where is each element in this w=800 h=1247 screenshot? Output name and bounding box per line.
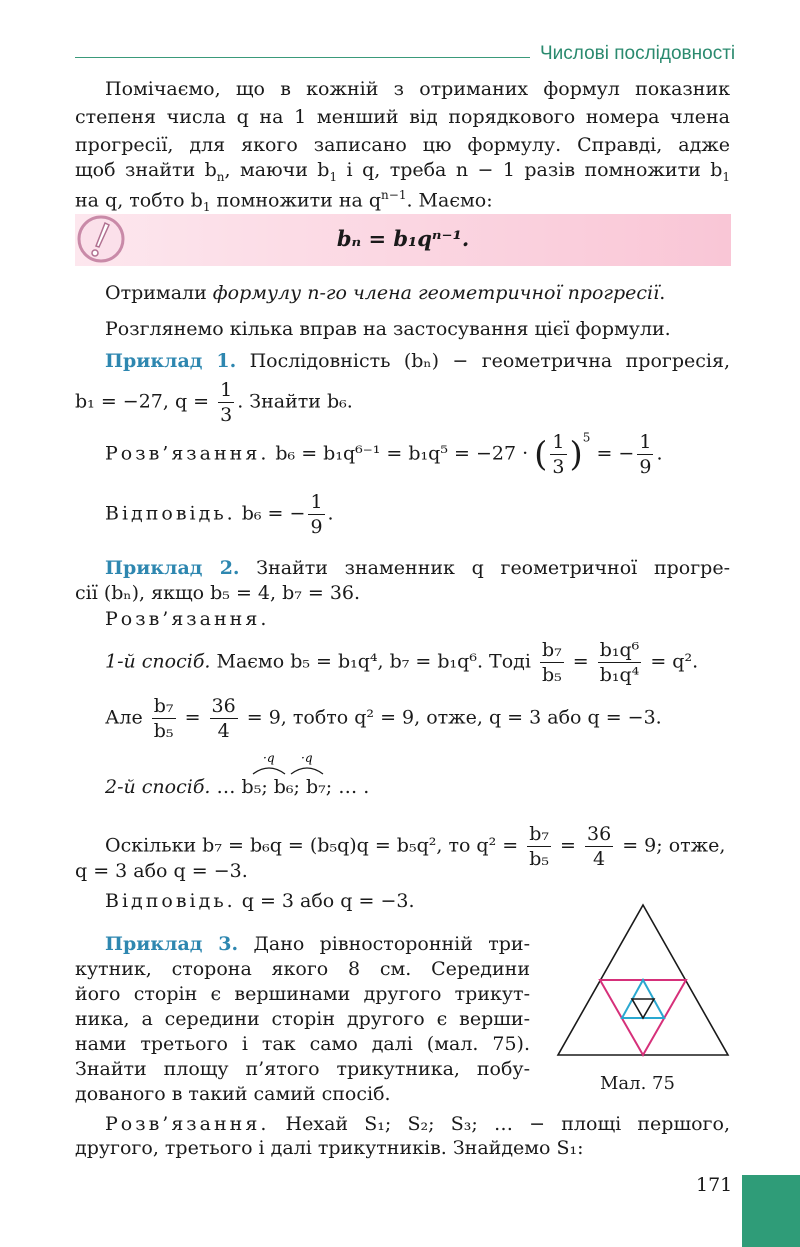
ex3-line2: кутник, сторона якого 8 см. Середини (75, 958, 530, 980)
nth-term-formula: bₙ = b₁qⁿ⁻¹. (336, 226, 470, 251)
ex2-given: сії (bₙ), якщо b₅ = 4, b₇ = 36. (75, 582, 361, 604)
ex3-line6: Знайти площу п’ятого трикутника, побу- (75, 1058, 530, 1080)
ex2-since-line2: q = 3 або q = −3. (75, 860, 248, 882)
arc-label-1: ·q (263, 752, 275, 765)
ex2-since: Оскільки b₇ = b₆q = (b₅q)q = b₅q², то q² = $\frac{\text{b₇}}{\text{b₅}}$ = $\frac{36}{4}$ = 9; отже, (105, 823, 726, 870)
ex2-solution-label: Розв’язання. (105, 608, 270, 630)
page-edge-tab (742, 1175, 800, 1247)
ex3-solution: Розв’язання. Нехай S₁; S₂; S₃; … − площі першого, (105, 1113, 730, 1135)
formula-box (75, 214, 731, 266)
ex2-heading: Приклад 2. Знайти знаменник q геометричної прогре- (105, 557, 730, 579)
multiply-q-arcs (245, 752, 335, 776)
ex2-but: Але $\frac{\text{b₇}}{\text{b₅}}$ = $\frac{36}{4}$ = 9, тобто q² = 9, отже, q = 3 або q = −3. (105, 695, 662, 742)
intro-line: Розглянемо кілька вправ на застосування цієї формули. (105, 318, 671, 340)
ex3-line4: ника, а середини сторін другого є верши- (75, 1008, 530, 1030)
ex2-way1: 1-й спосіб. Маємо b₅ = b₁q⁴, b₇ = b₁q⁶. Тоді $\frac{\text{b₇}}{\text{b₅}}$ = $\frac{\text{b₁q⁶}}{\text{b₁q⁴}}$ = q². (105, 639, 699, 686)
arc-label-2: ·q (301, 752, 313, 765)
para1-line4: щоб знайти $b_n$, маючи $b_1$ і q, треба n − 1 разів помножити $b_1$ (75, 159, 730, 184)
page-number: 171 (696, 1174, 733, 1196)
ex1-solution: Розв’язання. b₆ = b₁q⁶⁻¹ = b₁q⁵ = −27 · ( $\frac{1}{3}$ )$^5$ = − $\frac{1}{9}$ . (105, 430, 663, 478)
ex3-solution-line2: другого, третього і далі трикутників. Знайдемо S₁: (75, 1137, 584, 1159)
para1-line1: Помічаємо, що в кожній з отриманих формул показник (105, 78, 730, 100)
section-title: Числові послідовності (540, 43, 736, 64)
para1-line3: прогресії, для якого записано цю формулу. Справді, адже (75, 134, 730, 156)
ex2-way2: 2-й спосіб. … b₅; b₆; b₇; … . (105, 776, 370, 798)
ex3-line7: дованого в такий самий спосіб. (75, 1083, 391, 1105)
fraction-one-third: $\frac{1}{3}$ (220, 379, 233, 426)
ex3-line5: нами третього і так само далі (мал. 75). (75, 1033, 530, 1055)
derived-statement: Отримали формулу n-го члена геометричної прогресії. (105, 282, 666, 304)
ex2-answer: Відповідь. q = 3 або q = −3. (105, 890, 415, 912)
ex3-line1: Приклад 3. Дано рівносторонній три- (105, 933, 530, 955)
para1-line5: на q, тобто $b_1$ помножити на $q^{n-1}$. Маємо: (75, 188, 493, 215)
exclamation-icon (75, 213, 127, 265)
ex1-heading: Приклад 1. Послідовність (bₙ) − геометрична прогресія, (105, 350, 730, 372)
ex1-given: b₁ = −27, q = $\frac{1}{3}$ . Знайти b₆. (75, 379, 353, 426)
ex1-answer: Відповідь. b₆ = − $\frac{1}{9}$ . (105, 491, 334, 538)
nested-triangles-figure (553, 900, 733, 1060)
header-rule (75, 57, 530, 58)
ex3-line3: його сторін є вершинами другого трикут- (75, 983, 530, 1005)
figure-caption: Мал. 75 (600, 1073, 675, 1094)
para1-line2: степеня числа q на 1 менший від порядкового номера члена (75, 106, 730, 128)
